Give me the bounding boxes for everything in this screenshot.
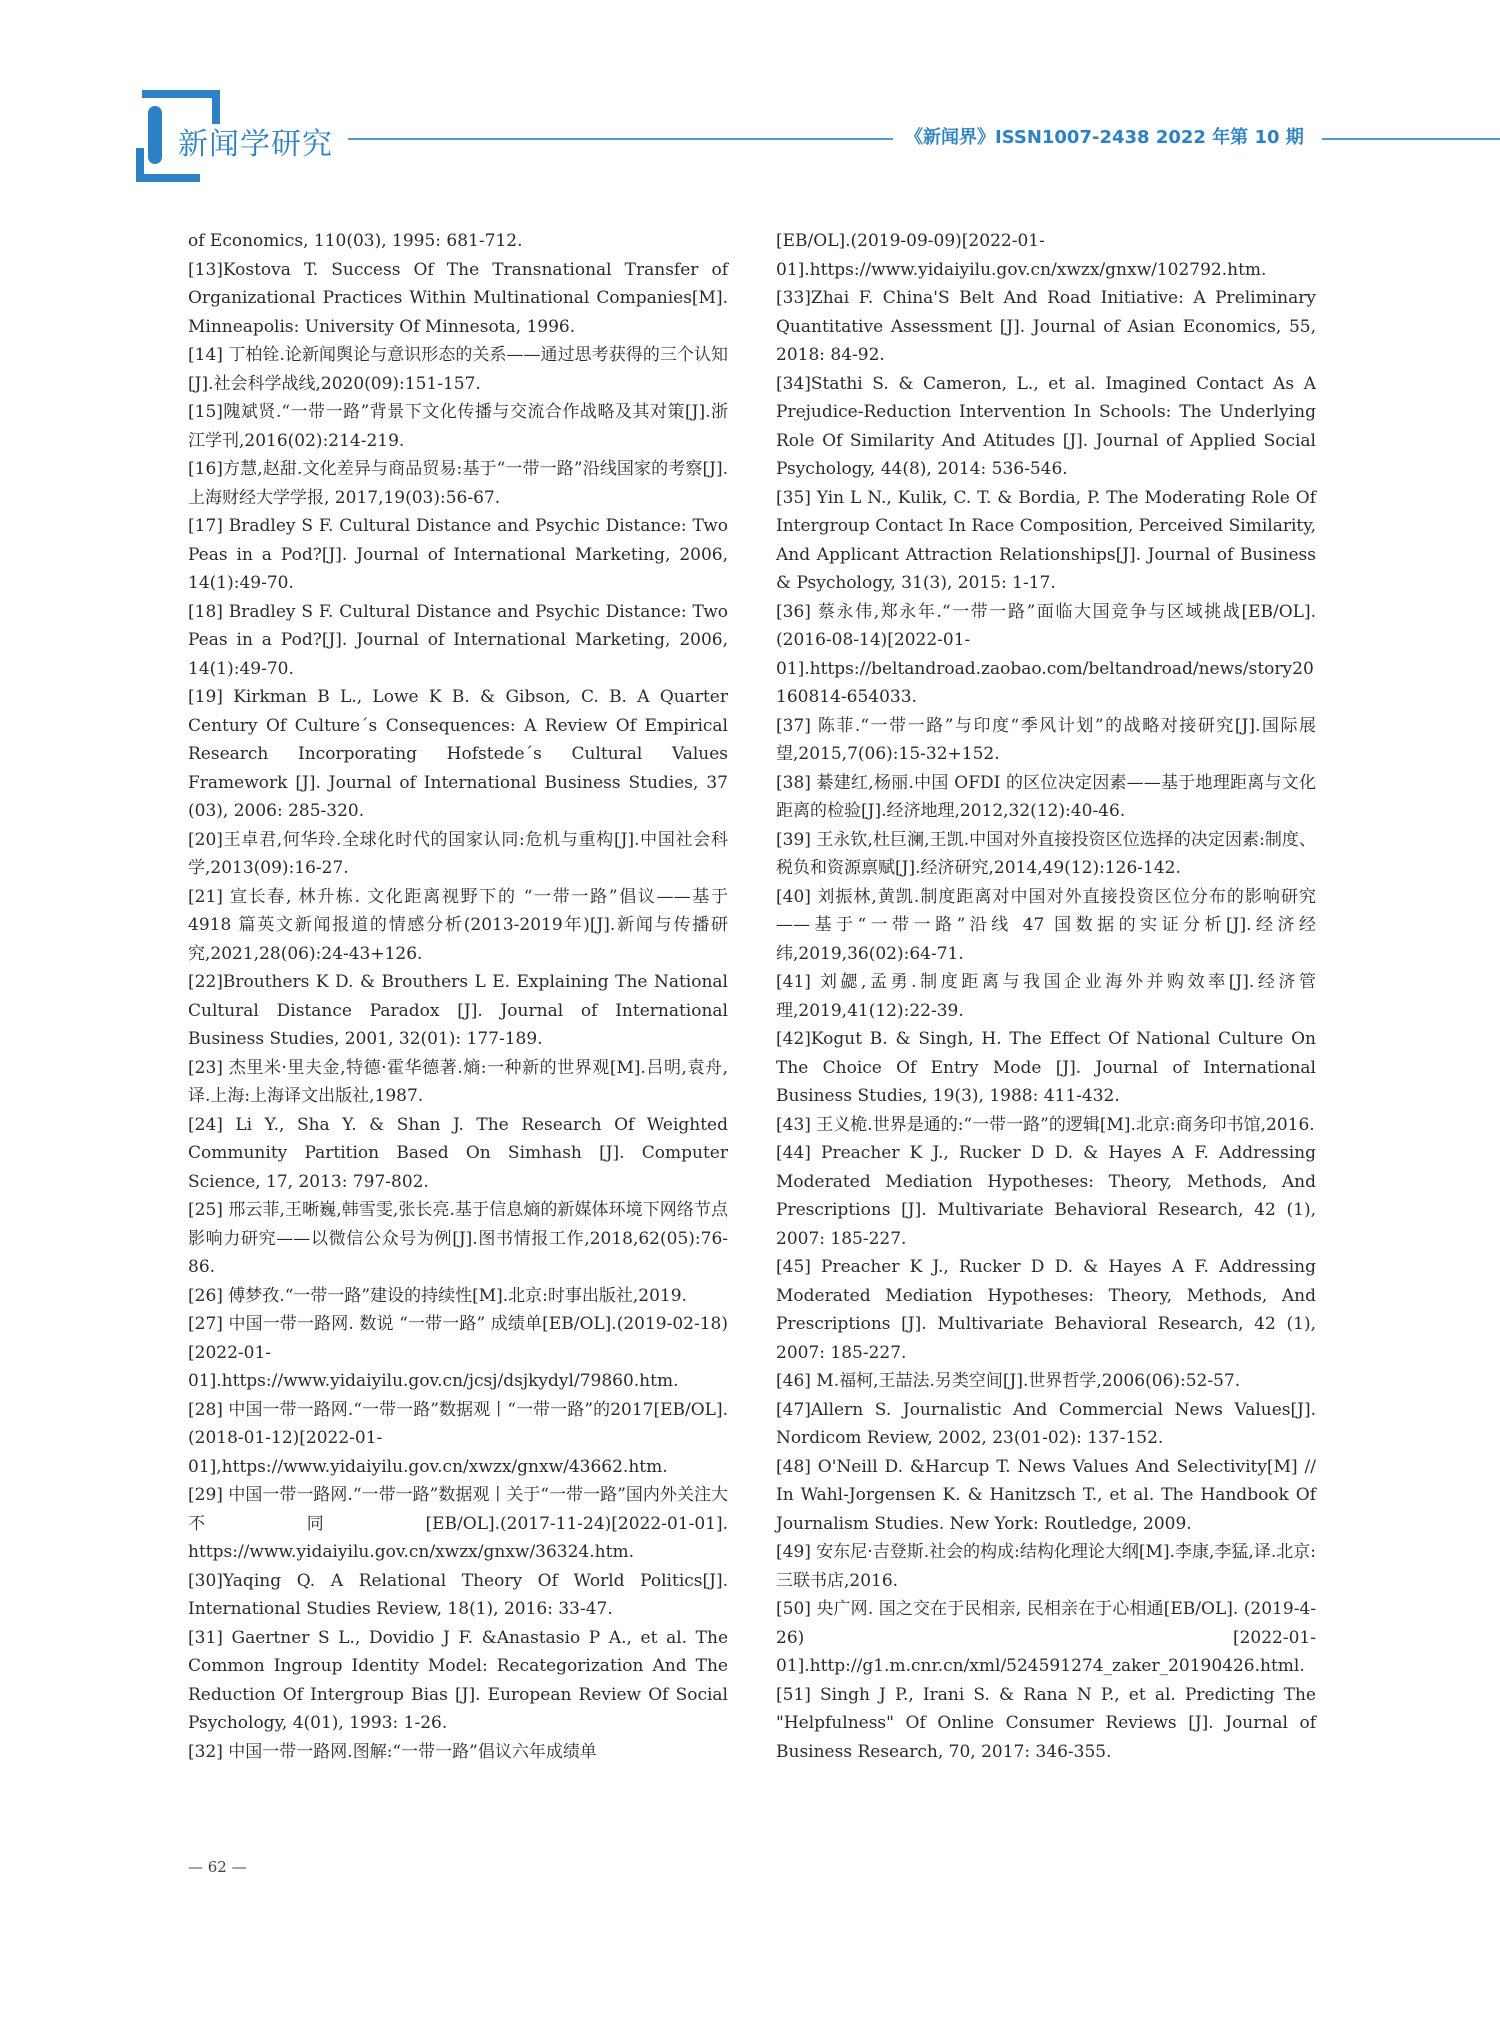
header-rule-left — [348, 138, 893, 140]
reference-item: [46] M.福柯,王喆法.另类空间[J].世界哲学,2006(06):52-57. — [776, 1371, 1241, 1391]
reference-item: [20]王卓君,何华玲.全球化时代的国家认同:危机与重构[J].中国社会科学,2013(09):16-27. — [188, 829, 728, 878]
reference-item: [37] 陈菲.“一带一路”与印度“季风计划”的战略对接研究[J].国际展望,2015,7(06):15-32+152. — [776, 715, 1316, 764]
reference-item: [32] 中国一带一路网.图解:“一带一路”倡议六年成绩单 — [188, 1741, 597, 1762]
reference-item: [22]Brouthers K D. & Brouthers L E. Explaining The National Cultural Distance Paradox [J]. Journal of International Business Studies, 2001, 32(01): 177-189. — [188, 972, 728, 1049]
reference-item: [50] 央广网. 国之交在于民相亲, 民相亲在于心相通[EB/OL]. (2019-4-26) [2022-01-01].http://g1.m.cnr.cn/xml/524591274_zaker_20190426.html. — [776, 1599, 1316, 1676]
reference-item: [43] 王义桅.世界是通的:“一带一路”的逻辑[M].北京:商务印书馆,2016. — [776, 1114, 1315, 1135]
reference-item: [18] Bradley S F. Cultural Distance and Psychic Distance: Two Peas in a Pod?[J]. Journal of International Marketing, 2006, 14(1):49-70. — [188, 601, 728, 679]
reference-item: [31] Gaertner S L., Dovidio J F. &Anastasio P A., et al. The Common Ingroup Identity Model: Recategorization And The Reduction Of Intergroup Bias [J]. European Review Of Social Psychology, 4(01), 1993: 1-26. — [188, 1627, 728, 1733]
reference-item: [15]隗斌贤.“一带一路”背景下文化传播与交流合作战略及其对策[J].浙江学刊,2016(02):214-219. — [188, 402, 728, 451]
references-right-column — [776, 227, 1316, 1766]
reference-item: [16]方慧,赵甜.文化差异与商品贸易:基于“一带一路”沿线国家的考察[J].上海财经大学学报, 2017,19(03):56-67. — [188, 459, 728, 508]
journal-issue-info: 《新闻界》ISSN1007-2438 2022 年第 10 期 — [905, 127, 1304, 148]
reference-item: [35] Yin L N., Kulik, C. T. & Bordia, P. The Moderating Role Of Intergroup Contact In Race Composition, Perceived Similarity, And Applicant Attraction Relationships[J]. Journal of Business & Psychology, 31(3), 2015: 1-17. — [776, 487, 1316, 593]
reference-item: [30]Yaqing Q. A Relational Theory Of World Politics[J]. International Studies Review, 18(1), 2016: 33-47. — [188, 1570, 728, 1619]
reference-item: [14] 丁柏铨.论新闻舆论与意识形态的关系——通过思考获得的三个认知[J].社会科学战线,2020(09):151-157. — [188, 345, 728, 394]
reference-item: [49] 安东尼·吉登斯.社会的构成:结构化理论大纲[M].李康,李猛,译.北京:三联书店,2016. — [776, 1542, 1316, 1591]
reference-item: [EB/OL].(2019-09-09)[2022-01-01].https://www.yidaiyilu.gov.cn/xwzx/gnxw/102792.htm. — [776, 231, 1267, 280]
reference-item: [42]Kogut B. & Singh, H. The Effect Of National Culture On The Choice Of Entry Mode [J]. Journal of International Business Studies, 19(3), 1988: 411-432. — [776, 1029, 1316, 1106]
reference-item: [39] 王永钦,杜巨澜,王凯.中国对外直接投资区位选择的决定因素:制度、税负和资源禀赋[J].经济研究,2014,49(12):126-142. — [776, 829, 1316, 878]
reference-item: [19] Kirkman B L., Lowe K B. & Gibson, C. B. A Quarter Century Of Culture´s Consequences: A Review Of Empirical Research Incorporating Hofstede´s Cultural Values Framework [J]. Journal of International Business Studies, 37 (03), 2006: 285-320. — [188, 687, 728, 821]
journal-section-title: 新闻学研究 — [178, 127, 333, 162]
reference-item: [51] Singh J P., Irani S. & Rana N P., et al. Predicting The "Helpfulness" Of Online Consumer Reviews [J]. Journal of Business Research, 70, 2017: 346-355. — [776, 1684, 1316, 1762]
reference-item: [45] Preacher K J., Rucker D D. & Hayes A F. Addressing Moderated Mediation Hypotheses: Theory, Methods, And Prescriptions [J]. Multivariate Behavioral Research, 42 (1), 2007: 185-227. — [776, 1257, 1316, 1363]
reference-item: [38] 綦建红,杨丽.中国 OFDI 的区位决定因素——基于地理距离与文化距离的检验[J].经济地理,2012,32(12):40-46. — [776, 772, 1316, 821]
header-rule-right — [1322, 138, 1500, 140]
reference-item: [34]Stathi S. & Cameron, L., et al. Imagined Contact As A Prejudice-Reduction Intervention In Schools: The Underlying Role Of Similarity And Atitudes [J]. Journal of Applied Social Psychology, 44(8), 2014: 536-546. — [776, 373, 1316, 479]
reference-item: [28] 中国一带一路网.“一带一路”数据观丨“一带一路”的2017[EB/OL].(2018-01-12)[2022-01-01],https://www.yidaiyilu.gov.cn/xwzx/gnxw/43662.htm. — [188, 1399, 728, 1477]
reference-item: [26] 傅梦孜.“一带一路”建设的持续性[M].北京:时事出版社,2019. — [188, 1285, 687, 1306]
references-left-column — [188, 227, 728, 1766]
reference-item: [21] 宣长春, 林升栋. 文化距离视野下的 “一带一路”倡议——基于 4918 篇英文新闻报道的情感分析(2013-2019年)[J].新闻与传播研究,2021,28(06):24-43+126. — [188, 886, 728, 964]
reference-item: [33]Zhai F. China'S Belt And Road Initiative: A Preliminary Quantitative Assessment [J]. Journal of Asian Economics, 55, 2018: 84-92. — [776, 288, 1316, 365]
reference-item: [41] 刘勰,孟勇.制度距离与我国企业海外并购效率[J].经济管理,2019,41(12):22-39. — [776, 972, 1316, 1021]
reference-item: [36] 蔡永伟,郑永年.“一带一路”面临大国竞争与区域挑战[EB/OL].(2016-08-14)[2022-01-01].https://beltandroad.zaobao.com/beltandroad/news/story20160814-654033. — [776, 601, 1316, 707]
reference-item: [25] 邢云菲,王晰巍,韩雪雯,张长亮.基于信息熵的新媒体环境下网络节点影响力研究——以微信公众号为例[J].图书情报工作,2018,62(05):76-86. — [188, 1200, 728, 1277]
reference-item: of Economics, 110(03), 1995: 681-712. — [188, 231, 523, 251]
reference-item: [23] 杰里米·里夫金,特德·霍华德著.熵:一种新的世界观[M].吕明,袁舟,译.上海:上海译文出版社,1987. — [188, 1057, 728, 1106]
page-header — [0, 0, 1500, 200]
reference-item: [40] 刘振林,黄凯.制度距离对中国对外直接投资区位分布的影响研究——基于“一带一路”沿线 47 国数据的实证分析[J].经济经纬,2019,36(02):64-71. — [776, 886, 1316, 964]
reference-item: [24] Li Y., Sha Y. & Shan J. The Research Of Weighted Community Partition Based On Simhash [J]. Computer Science, 17, 2013: 797-802. — [188, 1114, 728, 1192]
reference-item: [17] Bradley S F. Cultural Distance and Psychic Distance: Two Peas in a Pod?[J]. Journal of International Marketing, 2006, 14(1):49-70. — [188, 516, 728, 593]
reference-item: [44] Preacher K J., Rucker D D. & Hayes A F. Addressing Moderated Mediation Hypotheses: Theory, Methods, And Prescriptions [J]. Multivariate Behavioral Research, 42 (1), 2007: 185-227. — [776, 1143, 1316, 1249]
reference-item: [48] O'Neill D. &Harcup T. News Values And Selectivity[M] // In Wahl-Jorgensen K. & Hanitzsch T., et al. The Handbook Of Journalism Studies. New York: Routledge, 2009. — [776, 1456, 1316, 1534]
reference-item: [47]Allern S. Journalistic And Commercial News Values[J]. Nordicom Review, 2002, 23(01-02): 137-152. — [776, 1399, 1316, 1448]
reference-item: [27] 中国一带一路网. 数说 “一带一路” 成绩单[EB/OL].(2019-02-18)[2022-01-01].https://www.yidaiyilu.gov.cn/jcsj/dsjkydyl/79860.htm. — [188, 1314, 728, 1391]
reference-item: [13]Kostova T. Success Of The Transnational Transfer of Organizational Practices Within Multinational Companies[M]. Minneapolis: University Of Minnesota, 1996. — [188, 259, 728, 337]
reference-item: [29] 中国一带一路网.“一带一路”数据观丨关于“一带一路”国内外关注大不同[EB/OL].(2017-11-24)[2022-01-01]. https://www.yidaiyilu.gov.cn/xwzx/gnxw/36324.htm. — [188, 1485, 728, 1562]
page-number: — 62 — — [188, 1858, 247, 1876]
